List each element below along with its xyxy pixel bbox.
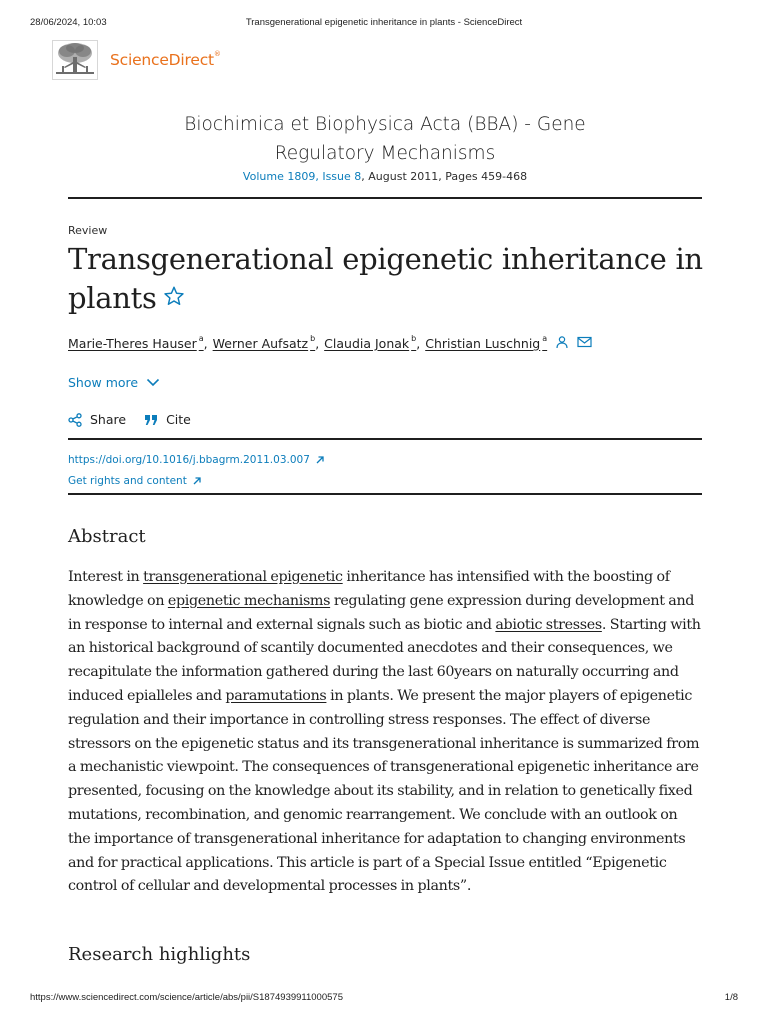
journal-title-line1: Biochimica et Biophysica Acta (BBA) - Gene [184, 114, 586, 135]
volume-issue-sep: , [315, 170, 323, 183]
topic-link[interactable]: paramutations [225, 687, 327, 704]
volume-link[interactable]: Volume 1809 [242, 170, 316, 183]
show-more-button[interactable] [68, 375, 160, 390]
print-datetime: 28/06/2024, 10:03 [30, 17, 107, 28]
topic-link[interactable]: epigenetic mechanisms [167, 592, 331, 609]
journal-title[interactable] [68, 110, 702, 168]
cite-label: Cite [166, 412, 191, 427]
sciencedirect-logo-link[interactable] [52, 40, 221, 80]
chevron-down-icon [146, 378, 160, 387]
share-label: Share [90, 412, 127, 427]
print-page-title: Transgenerational epigenetic inheritance in plants - ScienceDirect [245, 17, 523, 28]
external-link-icon [192, 476, 202, 486]
print-header [30, 17, 738, 31]
rights-link[interactable] [68, 470, 325, 491]
doi-block [68, 449, 325, 491]
print-footer [30, 992, 738, 1006]
issue-link[interactable]: Issue 8 [322, 170, 362, 183]
abstract-text: Interest in transgenerational epigenetic inheritance has intensified with the boosting of knowledge on epigenetic mechanisms regulating gene expression during development and in response to internal and external signals such as biotic and abiotic stresses. Starting with an historical background of scantily documented anecdotes and their consequences, we recapitulate the information gathered during the last 60years on naturally occurring and induced epialleles and paramutations in plants. We present the major players of epigenetic regulation and their importance in controlling stress responses. The effect of diverse stressors on the epigenetic status and its transgenerational inheritance is summarized from a mechanistic viewpoint. The consequences of transgenerational epigenetic inheritance are presented, focusing on the knowledge about its stability, and in relation to genetically fixed mutations, recombination, and genomic rearrangement. We conclude with an outlook on the importance of transgenerational inheritance for adaptation to changing environments and for practical applications. This article is part of a Special Issue entitled “Epigenetic control of cellular and developmental processes in plants”. [68, 569, 701, 895]
journal-details: , August 2011, Pages 459-468 [361, 170, 528, 183]
doi-link[interactable] [68, 449, 325, 470]
author-link[interactable]: Christian Luschnig $^a$ [425, 334, 548, 351]
share-button[interactable] [68, 412, 126, 427]
mail-icon[interactable] [577, 336, 592, 351]
elsevier-tree-logo-icon [52, 40, 98, 80]
rights-text: Get rights and content [68, 474, 187, 487]
author-link[interactable]: Werner Aufsatz $^b$ [212, 334, 316, 351]
journal-header [68, 110, 702, 183]
journal-title-line2: Regulatory Mechanisms [274, 143, 496, 164]
abstract-heading: Abstract [68, 526, 146, 547]
article-title-line1: Transgenerational epigenetic inheritance in [68, 242, 703, 276]
doi-text: https://doi.org/10.1016/j.bbagrm.2011.03.007 [68, 453, 310, 466]
author-list: Marie-Theres Hauser $^a$ , Werner Aufsatz $^b$ , Claudia Jonak $^b$ , Christian Luschnig $^a$ [68, 335, 592, 352]
person-icon[interactable] [555, 335, 569, 352]
show-more-label: Show more [68, 375, 139, 390]
article-title-line2: plants [68, 281, 157, 315]
star-outline-icon[interactable] [163, 278, 185, 317]
journal-meta [68, 170, 702, 183]
print-page-indicator: 1/8 [724, 992, 738, 1003]
article-type-label: Review [68, 224, 108, 237]
quote-icon [144, 414, 158, 426]
divider [68, 438, 702, 440]
topic-link[interactable]: abiotic stresses [495, 616, 602, 633]
article-actions [68, 412, 209, 427]
divider [68, 197, 702, 199]
divider [68, 493, 702, 495]
external-link-icon [315, 455, 325, 465]
topic-link[interactable]: transgenerational epigenetic [143, 569, 343, 585]
article-title [68, 240, 708, 320]
cite-button[interactable] [144, 412, 191, 427]
share-icon [68, 413, 82, 427]
author-link[interactable]: Marie-Theres Hauser $^a$ [68, 334, 204, 351]
brand-name: ScienceDirect® [110, 50, 221, 69]
author-link[interactable]: Claudia Jonak $^b$ [324, 334, 417, 351]
print-url: https://www.sciencedirect.com/science/article/abs/pii/S1874939911000575 [30, 992, 343, 1003]
research-highlights-heading: Research highlights [68, 944, 251, 965]
